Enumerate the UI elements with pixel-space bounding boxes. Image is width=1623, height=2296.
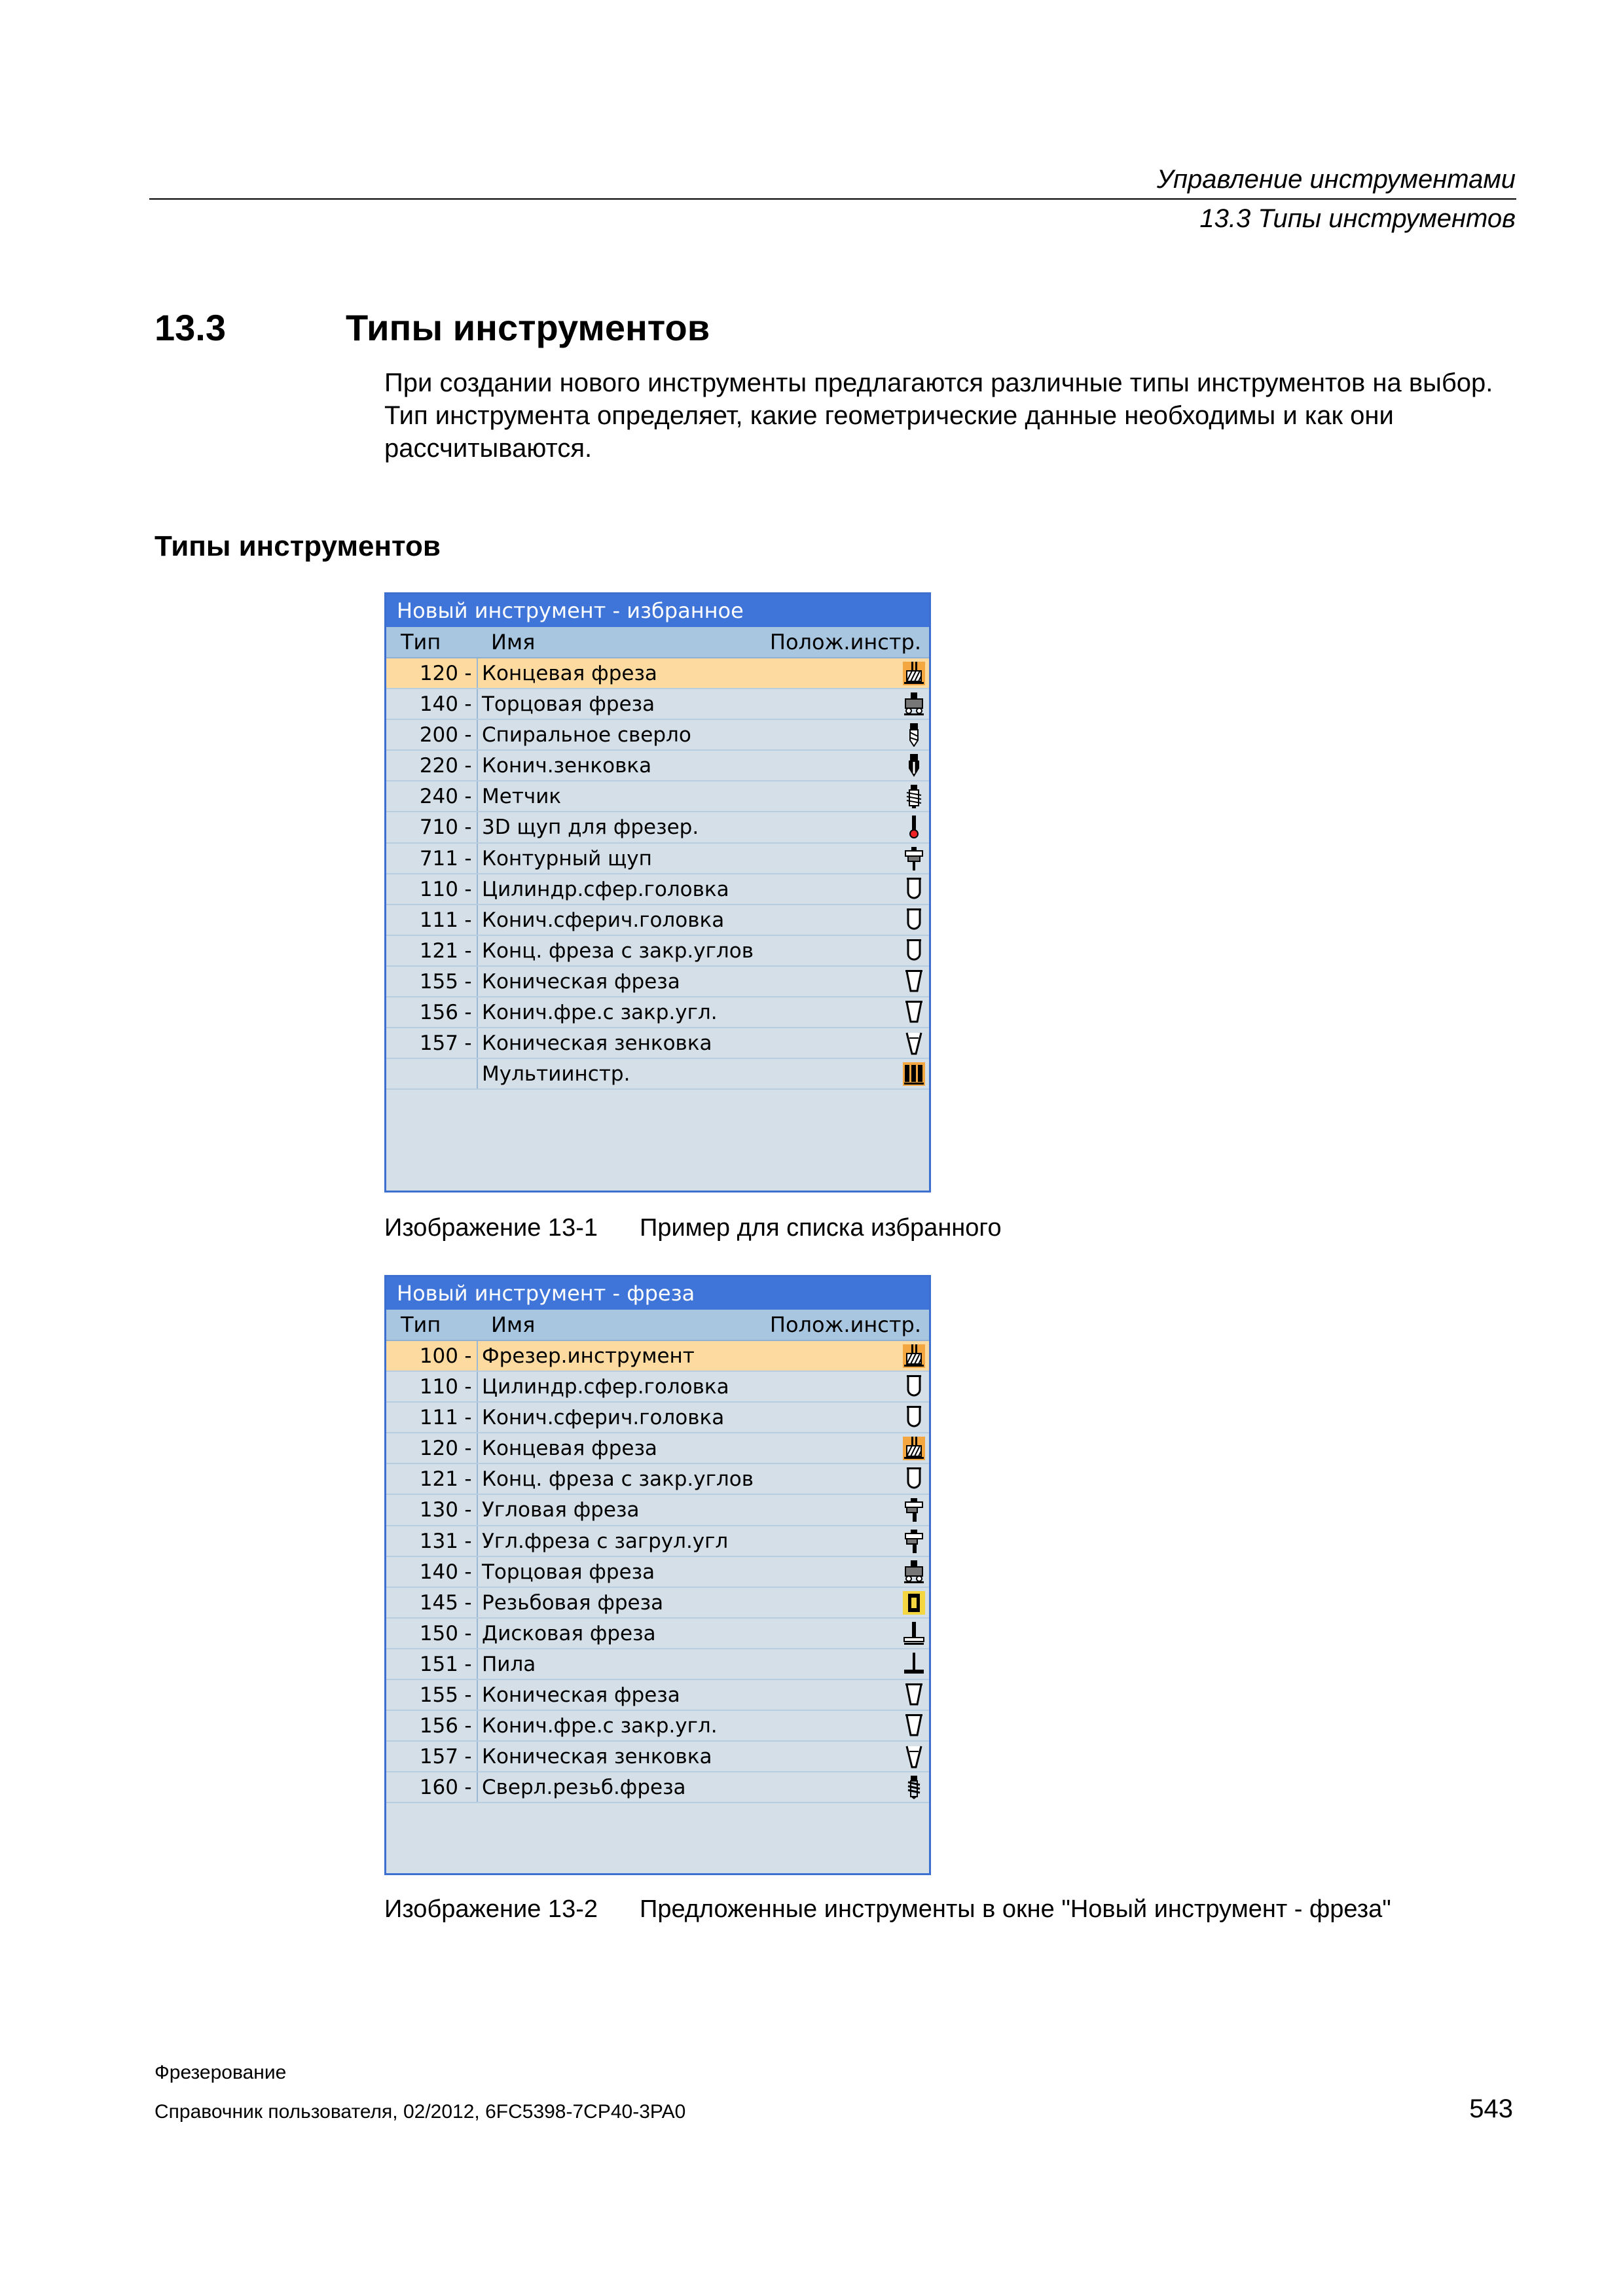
tool-type-number: 120 xyxy=(419,662,458,685)
tool-row[interactable] xyxy=(386,781,929,812)
tool-type-number: 156 xyxy=(419,1714,458,1738)
column-divider xyxy=(477,1433,478,1463)
tool-row[interactable] xyxy=(386,1557,929,1588)
tool-type-number: 155 xyxy=(419,1683,458,1708)
tool-type-number: 121 xyxy=(419,939,458,963)
tool-type-number: 711 xyxy=(419,846,458,870)
tool-row[interactable] xyxy=(386,1059,929,1090)
tool-dash: - xyxy=(464,1745,472,1769)
ball-head-icon xyxy=(902,1405,926,1430)
mill-tool-window xyxy=(384,1275,931,1875)
window-title: Новый инструмент - фреза xyxy=(386,1277,929,1310)
tool-row[interactable] xyxy=(386,1588,929,1619)
tool-type-number: 240 xyxy=(419,785,458,809)
tool-type-number: 155 xyxy=(419,969,458,994)
column-divider xyxy=(477,1772,478,1802)
tap-icon xyxy=(902,784,926,809)
column-header-name[interactable]: Имя xyxy=(491,630,536,655)
figure-1-number: Изображение 13-1 xyxy=(384,1214,598,1242)
tool-row[interactable] xyxy=(386,1526,929,1557)
tool-type-number: 110 xyxy=(419,877,458,901)
tool-type-number: 220 xyxy=(419,754,458,778)
running-header-section: 13.3 Типы инструментов xyxy=(1199,204,1516,233)
tool-dash: - xyxy=(464,1529,472,1553)
saw-icon xyxy=(902,1652,926,1677)
tool-dash: - xyxy=(464,754,472,778)
tapered-die-icon xyxy=(902,1744,926,1769)
tool-dash: - xyxy=(464,1467,472,1492)
column-header xyxy=(386,627,929,658)
tapered-mill-icon xyxy=(902,969,926,994)
tool-name: Коническая фреза xyxy=(482,1683,680,1708)
figure-1-caption: Пример для списка избранного xyxy=(640,1214,1002,1242)
tool-name: Цилиндр.сфер.головка xyxy=(482,1375,729,1399)
tool-dash: - xyxy=(464,692,472,717)
column-divider xyxy=(477,1619,478,1648)
tool-row[interactable] xyxy=(386,874,929,905)
tool-dash: - xyxy=(464,816,472,840)
tool-dash: - xyxy=(464,969,472,994)
tool-name: Конц. фреза с закр.углов xyxy=(482,939,754,963)
tool-name: Концевая фреза xyxy=(482,662,657,685)
tool-dash: - xyxy=(464,1560,472,1584)
column-header xyxy=(386,1310,929,1341)
tool-name: 3D щуп для фрезер. xyxy=(482,816,699,840)
tool-row[interactable] xyxy=(386,1772,929,1803)
end-mill-icon xyxy=(902,1436,926,1461)
tool-name: Конц. фреза с закр.углов xyxy=(482,1467,754,1492)
figure-2-caption: Предложенные инструменты в окне "Новый инструмент - фреза" xyxy=(640,1895,1391,1923)
tool-type-number: 111 xyxy=(419,1406,458,1430)
tool-name: Коническая фреза xyxy=(482,969,680,994)
column-divider xyxy=(477,967,478,996)
favorites-tool-window xyxy=(384,592,931,1193)
tool-row[interactable] xyxy=(386,751,929,781)
tool-name: Резьбовая фреза xyxy=(482,1590,664,1615)
tool-row[interactable] xyxy=(386,1742,929,1772)
tool-dash: - xyxy=(464,1652,472,1676)
tool-type-number: 150 xyxy=(419,1621,458,1645)
tool-type-number: 140 xyxy=(419,692,458,717)
tool-type-number: 131 xyxy=(419,1529,458,1553)
tool-dash: - xyxy=(464,939,472,963)
tool-dash: - xyxy=(464,1590,472,1615)
tool-name: Конич.фре.с закр.угл. xyxy=(482,1001,718,1025)
tool-type-number: 140 xyxy=(419,1560,458,1584)
end-mill-icon xyxy=(902,661,926,686)
column-header-position[interactable]: Полож.инстр. xyxy=(769,630,921,655)
tool-dash: - xyxy=(464,1776,472,1800)
tool-type-number: 151 xyxy=(419,1652,458,1676)
column-divider xyxy=(477,1372,478,1401)
column-divider xyxy=(477,1649,478,1679)
tool-row[interactable] xyxy=(386,689,929,720)
tool-dash: - xyxy=(464,1375,472,1399)
tool-name: Торцовая фреза xyxy=(482,692,655,717)
tool-row[interactable] xyxy=(386,1649,929,1680)
tool-row[interactable] xyxy=(386,967,929,997)
tapered-mill-icon xyxy=(902,1683,926,1708)
tool-name: Угл.фреза с загрул.угл xyxy=(482,1529,729,1553)
thread-mill-icon xyxy=(902,1590,926,1615)
tool-type-number: 121 xyxy=(419,1467,458,1492)
ball-head-icon xyxy=(902,1467,926,1492)
tool-type-number: 200 xyxy=(419,723,458,747)
tool-name: Конич.сферич.головка xyxy=(482,1406,725,1430)
column-header-type[interactable]: Тип xyxy=(401,1312,441,1337)
side-mill-icon xyxy=(902,1621,926,1646)
column-divider xyxy=(477,720,478,749)
column-divider xyxy=(477,658,478,688)
column-divider xyxy=(477,1464,478,1494)
tool-name: Конич.сферич.головка xyxy=(482,908,725,932)
face-mill-icon xyxy=(902,692,926,717)
tool-row[interactable] xyxy=(386,1495,929,1526)
column-divider xyxy=(477,1495,478,1524)
running-header-chapter: Управление инструментами xyxy=(1156,165,1516,194)
tool-name: Торцовая фреза xyxy=(482,1560,655,1584)
header-rule xyxy=(149,198,1516,200)
footer-product: Фрезерование xyxy=(155,2062,287,2083)
tool-type-number: 130 xyxy=(419,1498,458,1522)
tool-row[interactable] xyxy=(386,1403,929,1433)
tapered-die-icon xyxy=(902,1031,926,1056)
tool-dash: - xyxy=(464,877,472,901)
edge-probe-icon xyxy=(902,846,926,871)
ball-head-icon xyxy=(902,1374,926,1399)
tool-name: Сверл.резьб.фреза xyxy=(482,1776,686,1800)
column-divider xyxy=(477,689,478,719)
column-divider xyxy=(477,1557,478,1587)
column-divider xyxy=(477,1028,478,1058)
tool-type-number: 710 xyxy=(419,816,458,840)
countersink-icon xyxy=(902,753,926,778)
tool-name: Мультиинстр. xyxy=(482,1062,630,1086)
tool-name: Коническая зенковка xyxy=(482,1031,712,1056)
tool-dash: - xyxy=(464,723,472,747)
column-divider xyxy=(477,1403,478,1432)
drill-thread-mill-icon xyxy=(902,1775,926,1800)
ball-head-icon xyxy=(902,877,926,902)
tool-type-number: 157 xyxy=(419,1031,458,1056)
tool-row[interactable] xyxy=(386,997,929,1028)
column-divider xyxy=(477,1680,478,1710)
tool-row[interactable] xyxy=(386,812,929,843)
angle-head-icon xyxy=(902,1529,926,1554)
tapered-mill-icon xyxy=(902,1713,926,1738)
tool-dash: - xyxy=(464,1621,472,1645)
column-divider xyxy=(477,874,478,904)
section-title: Типы инструментов xyxy=(346,307,710,348)
tool-row[interactable] xyxy=(386,1680,929,1711)
column-header-position[interactable]: Полож.инстр. xyxy=(769,1312,921,1337)
tool-dash: - xyxy=(464,662,472,685)
ball-head-icon xyxy=(902,908,926,933)
tool-type-number: 110 xyxy=(419,1375,458,1399)
column-divider xyxy=(477,1526,478,1556)
tool-dash: - xyxy=(464,1437,472,1461)
tool-dash: - xyxy=(464,846,472,870)
tool-type-number: 156 xyxy=(419,1001,458,1025)
column-divider xyxy=(477,1742,478,1771)
tool-type-number: 111 xyxy=(419,908,458,932)
tool-name: Конич.зенковка xyxy=(482,754,652,778)
tool-row[interactable] xyxy=(386,905,929,936)
tool-dash: - xyxy=(464,1714,472,1738)
column-divider xyxy=(477,781,478,811)
tool-type-number: 100 xyxy=(419,1344,458,1368)
page-number: 543 xyxy=(1469,2094,1513,2123)
tool-name: Контурный щуп xyxy=(482,846,652,870)
column-divider xyxy=(477,997,478,1027)
tool-row[interactable] xyxy=(386,1433,929,1464)
tool-row[interactable] xyxy=(386,1711,929,1742)
angle-head-icon xyxy=(902,1498,926,1522)
tool-row[interactable] xyxy=(386,1341,929,1372)
intro-paragraph: При создании нового инструменты предлагаются различные типы инструментов на выбор. Тип инструмента определяет, какие геометрические данные необходимы и как они рассчитываются. xyxy=(384,368,1493,463)
tool-dash: - xyxy=(464,1498,472,1522)
tool-name: Концевая фреза xyxy=(482,1437,657,1461)
tool-row[interactable] xyxy=(386,720,929,751)
tapered-mill-icon xyxy=(902,1000,926,1025)
column-divider xyxy=(477,1059,478,1088)
3d-probe-icon xyxy=(902,815,926,840)
tool-row[interactable] xyxy=(386,844,929,874)
subheading: Типы инструментов xyxy=(155,530,441,562)
tool-type-number: 157 xyxy=(419,1745,458,1769)
tool-list xyxy=(386,658,929,1090)
tool-dash: - xyxy=(464,1344,472,1368)
column-divider xyxy=(477,936,478,965)
tool-dash: - xyxy=(464,785,472,809)
tool-dash: - xyxy=(464,1406,472,1430)
tool-list xyxy=(386,1341,929,1803)
figure-2-number: Изображение 13-2 xyxy=(384,1895,598,1923)
tool-type-number: 160 xyxy=(419,1776,458,1800)
multitool-icon xyxy=(902,1062,926,1086)
tool-type-number: 145 xyxy=(419,1590,458,1615)
tool-row[interactable] xyxy=(386,936,929,967)
tool-name: Спиральное сверло xyxy=(482,723,691,747)
tool-name: Коническая зенковка xyxy=(482,1745,712,1769)
tool-name: Пила xyxy=(482,1652,536,1676)
column-header-type[interactable]: Тип xyxy=(401,630,441,655)
tool-name: Фрезер.инструмент xyxy=(482,1344,695,1368)
face-mill-icon xyxy=(902,1560,926,1585)
tool-name: Конич.фре.с закр.угл. xyxy=(482,1714,718,1738)
twist-drill-icon xyxy=(902,723,926,747)
column-divider xyxy=(477,905,478,935)
tool-row[interactable] xyxy=(386,1464,929,1495)
column-divider xyxy=(477,812,478,842)
column-divider xyxy=(477,1588,478,1617)
tool-dash: - xyxy=(464,1001,472,1025)
column-divider xyxy=(477,844,478,873)
footer-manual: Справочник пользователя, 02/2012, 6FC5398-7CP40-3PA0 xyxy=(155,2101,686,2123)
column-divider xyxy=(477,1341,478,1371)
column-header-name[interactable]: Имя xyxy=(491,1312,536,1337)
tool-type-number: 120 xyxy=(419,1437,458,1461)
tool-row[interactable] xyxy=(386,1619,929,1649)
tool-row[interactable] xyxy=(386,658,929,689)
end-mill-icon xyxy=(902,1344,926,1369)
tool-dash: - xyxy=(464,908,472,932)
tool-row[interactable] xyxy=(386,1028,929,1059)
tool-name: Угловая фреза xyxy=(482,1498,640,1522)
tool-name: Цилиндр.сфер.головка xyxy=(482,877,729,901)
column-divider xyxy=(477,1711,478,1740)
tool-name: Метчик xyxy=(482,785,562,809)
tool-row[interactable] xyxy=(386,1372,929,1403)
column-divider xyxy=(477,751,478,780)
tool-name: Дисковая фреза xyxy=(482,1621,656,1645)
tool-dash: - xyxy=(464,1683,472,1708)
ball-head-icon xyxy=(902,939,926,963)
section-number: 13.3 xyxy=(155,307,226,348)
window-title: Новый инструмент - избранное xyxy=(386,594,929,627)
tool-dash: - xyxy=(464,1031,472,1056)
